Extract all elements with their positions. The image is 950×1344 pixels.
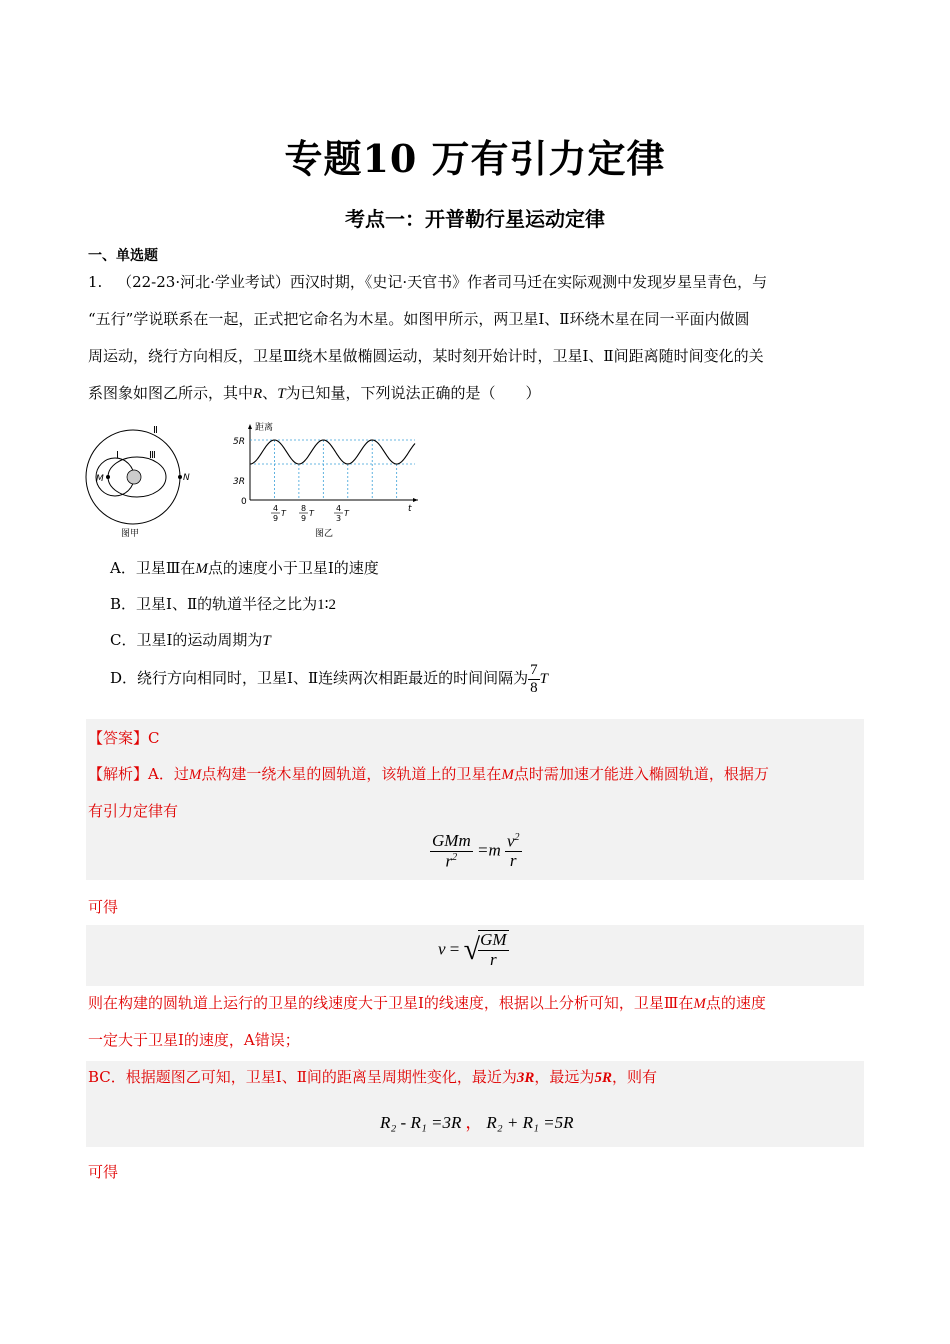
- svg-text:T: T: [309, 509, 314, 518]
- x-axis-label: t: [408, 504, 412, 514]
- question-line-2: “五行”学说联系在一起，正式把它命名为木星。如图甲所示，两卫星Ⅰ、Ⅱ环绕木星在同一平面内做圆: [88, 310, 750, 328]
- label-N: N: [183, 473, 190, 483]
- y-axis-label: 距离: [255, 423, 274, 433]
- option-B[interactable]: B．卫星Ⅰ、Ⅱ的轨道半径之比为1∶2: [110, 595, 337, 613]
- figure-b-caption: 图乙: [315, 529, 334, 539]
- analysis-line-bc: BC．根据题图乙可知，卫星Ⅰ、Ⅱ间的距离呈周期性变化，最近为3R，最远为5R，则有: [88, 1068, 657, 1086]
- x-tick-3: [334, 504, 350, 523]
- option-D[interactable]: D．绕行方向相同时，卫星Ⅰ、Ⅱ连续两次相距最近的时间间隔为 $\frac{7}{8}$ T: [110, 662, 548, 696]
- analysis-line-3: 则在构建的圆轨道上运行的卫星的线速度大于卫星Ⅰ的线速度，根据以上分析可知，卫星Ⅲ在M点的速度: [88, 994, 766, 1012]
- analysis-line-4: 一定大于卫星Ⅰ的速度，A错误；: [88, 1031, 300, 1049]
- svg-text:T: T: [344, 509, 349, 518]
- jupiter: [127, 470, 141, 484]
- y-axis-arrow: [248, 424, 252, 429]
- svg-text:8: 8: [301, 504, 307, 513]
- x-axis-arrow: [413, 498, 418, 502]
- analysis-line-1: 【解析】A．过M点构建一绕木星的圆轨道，该轨道上的卫星在M点时需加速才能进入椭圆轨道，根据万: [88, 765, 769, 783]
- formula-velocity: v = √ $\frac{GM}{r}$: [438, 930, 507, 969]
- svg-text:9: 9: [301, 514, 307, 523]
- svg-text:4: 4: [336, 504, 342, 513]
- figure-orbits: [84, 418, 194, 543]
- figure-distance-chart: [230, 418, 425, 543]
- section-subtitle: 考点一：开普勒行星运动定律: [345, 207, 605, 231]
- kede-1: 可得: [88, 898, 119, 916]
- label-M: M: [96, 474, 104, 484]
- question-line-1: 1. （22-23·河北·学业考试）西汉时期，《史记·天官书》作者司马迁在实际观测中发现岁星呈青色，与: [88, 273, 768, 291]
- question-line-4: 系图象如图乙所示，其中R、T为已知量，下列说法正确的是（ ）: [88, 384, 541, 402]
- y-tick-3R: 3R: [233, 477, 245, 487]
- question-type-heading: 一、单选题: [88, 248, 158, 264]
- x-tick-1: [271, 504, 287, 523]
- y-tick-5R: 5R: [233, 437, 245, 447]
- formula-gravity: $\frac{\text{GMm}}{r^2}$ =m $\frac{v^2}{r}$: [432, 831, 520, 871]
- kede-2: 可得: [88, 1163, 119, 1181]
- option-C[interactable]: C．卫星Ⅰ的运动周期为T: [110, 631, 271, 649]
- figure-a-caption: 图甲: [121, 529, 140, 539]
- point-M: [106, 475, 110, 479]
- label-II: Ⅱ: [153, 425, 158, 436]
- page-title: 专题10 万有引力定律: [284, 136, 666, 181]
- svg-text:4: 4: [273, 504, 279, 513]
- analysis-line-2: 有引力定律有: [88, 802, 179, 820]
- origin-label: 0: [241, 497, 247, 507]
- formula-radii: R₂ - R₁ =3R ， R₂ + R₁ =5R: [380, 1113, 574, 1132]
- x-tick-2: [299, 504, 315, 523]
- label-III: Ⅲ: [149, 450, 156, 461]
- option-A[interactable]: A．卫星Ⅲ在M点的速度小于卫星Ⅰ的速度: [110, 559, 379, 577]
- svg-text:T: T: [281, 509, 286, 518]
- label-I: Ⅰ: [116, 450, 119, 461]
- svg-text:3: 3: [336, 514, 342, 523]
- point-N: [178, 475, 182, 479]
- svg-text:9: 9: [273, 514, 279, 523]
- question-number: 1.: [88, 273, 103, 291]
- question-line-3: 周运动，绕行方向相反，卫星Ⅲ绕木星做椭圆运动，某时刻开始计时，卫星Ⅰ、Ⅱ间距离随时间变化的关: [88, 347, 764, 365]
- answer-line: 【答案】C: [88, 729, 160, 747]
